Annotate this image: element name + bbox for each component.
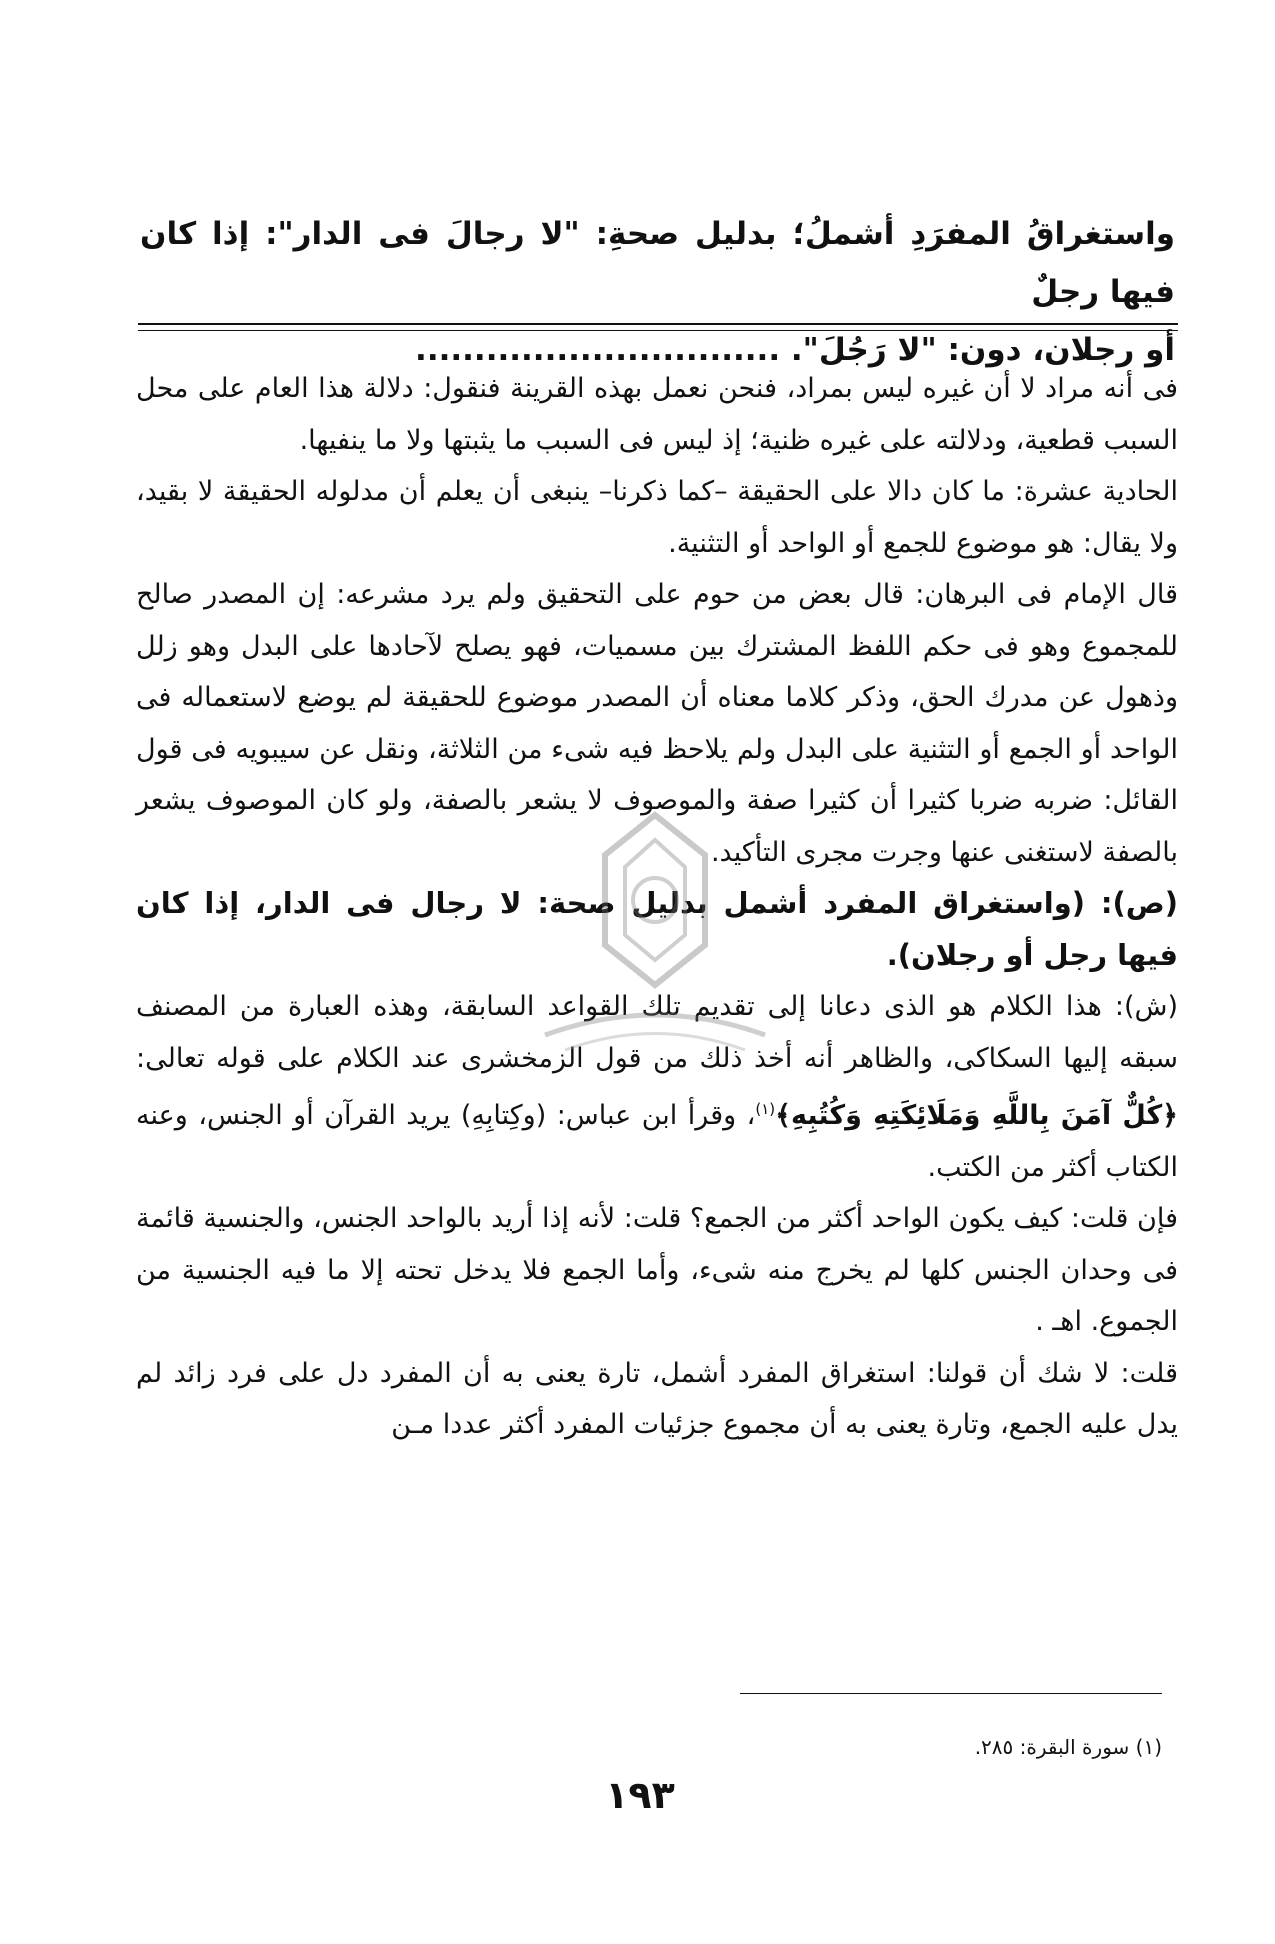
paragraph: الحادية عشرة: ما كان دالا على الحقيقة –كما ذكرنا– ينبغى أن يعلم أن مدلوله الحقيقة لا بقيد، ولا يقال: هو موضوع للجمع أو الواحد أو التثنية. bbox=[136, 476, 1178, 559]
paragraph bbox=[136, 981, 1178, 1193]
paragraph-text: ، وقرأ ابن عباس: (وكِتابِهِ) يريد القرآن أو الجنس، وعنه الكتاب أكثر من الكتب. bbox=[136, 1100, 1178, 1183]
paragraph: قلت: لا شك أن قولنا: استغراق المفرد أشمل، تارة يعنى به أن المفرد دل على فرد زائد لم يدل عليه الجمع، وتارة يعنى به أن مجموع جزئيات المفرد أكثر عددا مـن bbox=[136, 1357, 1178, 1440]
footnote-reference: (١) bbox=[755, 1100, 776, 1118]
paragraph-matn-quote: (ص): (واستغراق المفرد أشمل بدليل صحة: لا رجال فى الدار، إذا كان فيها رجل أو رجلان). bbox=[136, 886, 1178, 972]
commentary-body bbox=[136, 363, 1178, 1451]
page-number: ١٩٣ bbox=[605, 1773, 675, 1817]
paragraph: فى أنه مراد لا أن غيره ليس بمراد، فنحن نعمل بهذه القرينة فنقول: دلالة هذا العام على محل السبب قطعية، ودلالته على غيره ظنية؛ إذ ليس فى السبب ما يثبتها ولا ما ينفيها. bbox=[136, 373, 1178, 456]
paragraph-text: (ش): هذا الكلام هو الذى دعانا إلى تقديم تلك القواعد السابقة، وهذه العبارة من المصنف سبقه إليها السكاكى، والظاهر أنه أخذ ذلك من قول الزمخشرى عند الكلام على قوله تعالى: bbox=[136, 991, 1178, 1074]
matn-text bbox=[140, 205, 1175, 379]
footnote-divider bbox=[740, 1693, 1162, 1694]
header-divider-thin bbox=[138, 330, 1178, 331]
quran-quote: ﴿كُلٌّ آمَنَ بِاللَّهِ وَمَلَائِكَتِهِ وَكُتُبِهِ﴾ bbox=[775, 1100, 1178, 1131]
footnote: (١) سورة البقرة: ٢٨٥. bbox=[974, 1735, 1162, 1759]
matn-line: واستغراقُ المفرَدِ أشملُ؛ بدليل صحةِ: "لا رجالَ فى الدار": إذا كان فيها رجلٌ bbox=[140, 216, 1175, 310]
matn-line: أو رجلان، دون: "لا رَجُلَ". ............................... bbox=[415, 332, 1175, 368]
paragraph: فإن قلت: كيف يكون الواحد أكثر من الجمع؟ قلت: لأنه إذا أريد بالواحد الجنس، والجنسية قائمة فى وحدان الجنس كلها لم يخرج منه شىء، وأما الجمع فلا يدخل تحته إلا ما فيه الجنسية من الجموع. اهـ . bbox=[136, 1203, 1178, 1337]
header-divider bbox=[138, 323, 1178, 325]
paragraph: قال الإمام فى البرهان: قال بعض من حوم على التحقيق ولم يرد مشرعه: إن المصدر صالح للمجموع وهو فى حكم اللفظ المشترك بين مسميات، فهو يصلح لآحادها على البدل وهو زلل وذهول عن مدرك الحق، وذكر كلاما معناه أن المصدر موضوع للحقيقة لم يوضع لاستعماله فى الواحد أو الجمع أو التثنية على البدل ولم يلاحظ فيه شىء من الثلاثة، ونقل عن سيبويه فى قول القائل: ضربه ضربا كثيرا أن كثيرا صفة والموصوف لا يشعر بالصفة، ولو كان الموصوف يشعر بالصفة لاستغنى عنها وجرت مجرى التأكيد. bbox=[136, 579, 1178, 868]
